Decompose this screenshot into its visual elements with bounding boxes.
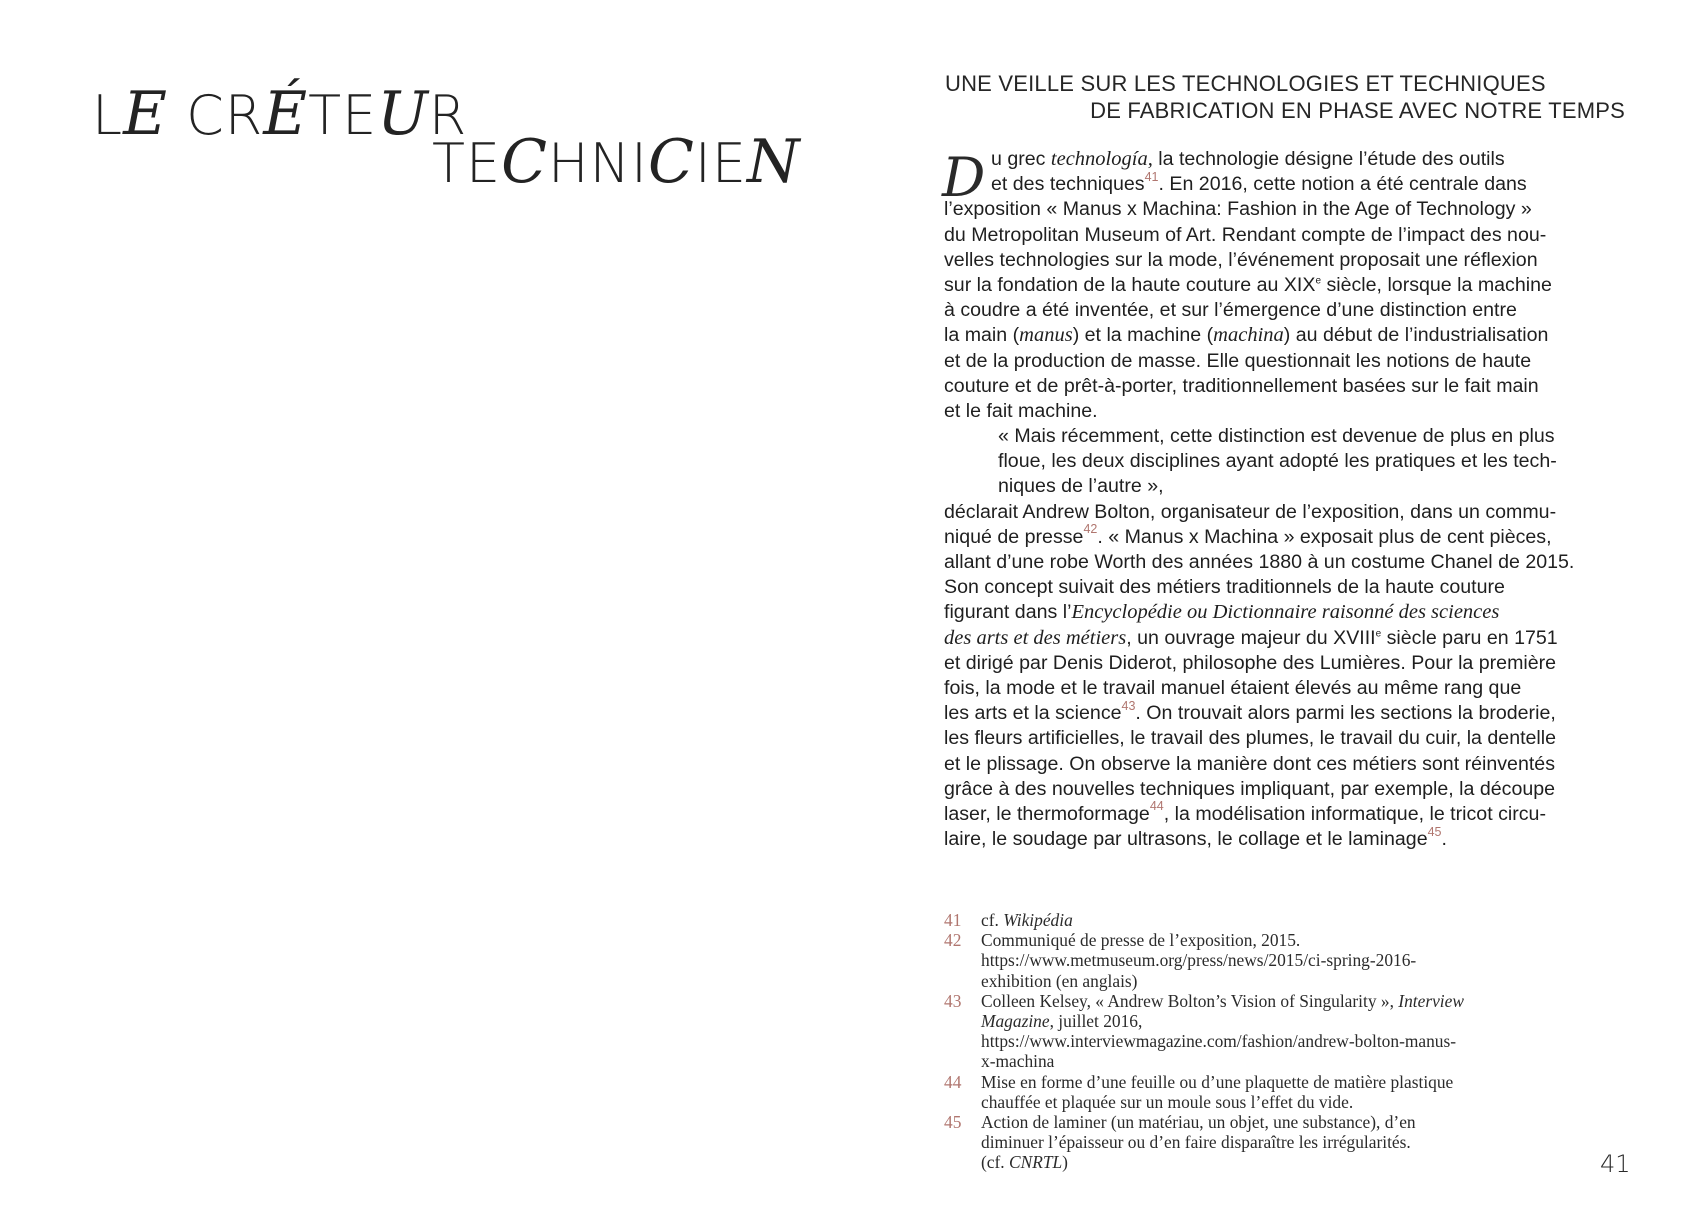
body-line: l’exposition « Manus x Machina: Fashion in the Age of Technology » [944,198,1532,221]
text: laire, le soudage par ultrasons, le collage et le laminage [944,828,1428,851]
text: . On trouvait alors parmi les sections la broderie, [1135,702,1556,725]
text: ) au début de l’industrialisation [1283,324,1549,347]
footnote-line [981,991,1584,1011]
text: la main ( [944,324,1020,347]
body-line: fois, la mode et le travail manuel étaient élevés au même rang que [944,676,1522,699]
text: u grec [991,148,1051,170]
body-line [944,147,1629,172]
footnote-line [981,910,1584,930]
ordinal-sup: e [1375,628,1382,640]
title-script-letter: E [123,79,168,149]
footnote-line [981,1011,1584,1031]
footnote-line [981,1152,1584,1172]
footnote-number: 45 [944,1112,962,1133]
body-line [944,323,1629,348]
body-line: et dirigé par Denis Diderot, philosophe des Lumières. Pour la première [944,651,1557,674]
footnote-line: diminuer l’épaisseur ou d’en faire disparaître les irrégularités. [981,1132,1411,1153]
footnote-44 [944,1072,1584,1112]
body-line: et de la production de masse. Elle questionnait les notions de haute [944,349,1532,372]
title-script-letter: C [647,127,695,197]
title-script-letter: É [263,79,309,149]
subtitle-line-2: DE FABRICATION EN PHASE AVEC NOTRE TEMPS [1090,98,1625,123]
text: cf. [981,910,1004,930]
footnote-line: Mise en forme d’une feuille ou d’une plaquette de matière plastique [981,1071,1454,1092]
footnote-45 [944,1112,1584,1173]
body-line [944,522,1629,550]
footnote-line: Communiqué de presse de l’exposition, 2015. [981,930,1301,951]
footnote-ref[interactable]: 45 [1427,824,1442,839]
body-line: Son concept suivait des métiers traditionnels de la haute couture [944,576,1505,599]
italic-term: manus [1019,324,1073,347]
footnote-ref[interactable]: 41 [1144,169,1159,184]
title-letters: TE [308,84,378,147]
title-letter: R [428,84,468,147]
text: la technologie désigne l’étude des outils [1152,148,1505,170]
text: siècle paru en 1751 [1381,626,1558,649]
footnote-line: chauffée et plaquée sur un moule sous l’effet du vide. [981,1091,1354,1112]
text: , un ouvrage majeur du XVIII [1126,626,1376,649]
footnotes [944,910,1584,1173]
text: et des techniques [991,173,1145,196]
text: siècle, lorsque la machine [1321,273,1552,296]
footnote-number: 43 [944,990,962,1011]
text: . [1441,828,1447,851]
body-line: grâce à des nouvelles techniques impliquant, par exemple, la découpe [944,777,1556,800]
text: ) [1062,1152,1068,1173]
body-text [944,147,1629,852]
body-line [944,698,1629,726]
title-letter: L [92,84,124,147]
footnote-number: 42 [944,930,962,951]
drop-cap: D [942,146,986,209]
text: . En 2016, cette notion a été centrale dans [1158,173,1527,196]
footnote-number: 41 [944,910,962,930]
italic-source: Magazine [981,1011,1050,1032]
italic-source: Wikipédia [1003,910,1073,930]
footnote-42 [944,930,1584,991]
footnote-41 [944,910,1584,930]
body-line: à coudre a été inventée, et sur l’émergence d’une distinction entre [944,299,1517,322]
italic-source: CNRTL [1009,1152,1063,1173]
footnote-ref[interactable]: 44 [1149,799,1164,814]
footnote-43 [944,991,1584,1072]
subtitle-line-1: UNE VEILLE SUR LES TECHNOLOGIES ET TECHNIQUES [945,71,1546,96]
footnote-line: x-machina [981,1051,1055,1072]
italic-term: technología, [1050,148,1153,170]
body-line [944,600,1629,625]
quote-line: niques de l’autre », [998,475,1164,498]
title-letters: HNI [548,132,648,195]
body-line: du Metropolitan Museum of Art. Rendant compte de l’impact des nou- [944,223,1547,246]
ordinal-sup: e [1315,275,1322,287]
quote-line: floue, les deux disciplines ayant adopté les pratiques et les tech- [998,450,1557,473]
footnote-link[interactable]: https://www.metmuseum.org/press/news/2015/ci-spring-2016- [981,950,1417,971]
text: niqué de presse [944,525,1084,548]
title-letters: TE [432,132,502,195]
text: . « Manus x Machina » exposait plus de cent pièces, [1097,525,1552,548]
title-letters: CR [167,84,264,147]
italic-source: Interview [1398,990,1464,1011]
footnote-line: Action de laminer (un matériau, un objet, une substance), d’en [981,1112,1416,1133]
title-script-letter: U [377,79,429,149]
italic-title: des arts et des métiers [944,626,1127,649]
text: , la modélisation informatique, le tricot circu- [1163,802,1546,825]
chapter-title-line-2 [432,127,801,197]
title-script-letter: N [746,127,801,197]
footnote-link[interactable]: https://www.interviewmagazine.com/fashion/andrew-bolton-manus- [981,1031,1457,1052]
footnote-line: exhibition (en anglais) [981,970,1138,991]
body-line [944,626,1629,651]
title-letters: IE [694,132,747,195]
italic-term: machina [1213,324,1284,347]
body-line: velles technologies sur la mode, l’événement proposait une réflexion [944,248,1538,271]
body-line: et le fait machine. [944,399,1098,422]
quote-line: « Mais récemment, cette distinction est devenue de plus en plus [998,425,1555,448]
text: sur la fondation de la haute couture au XIX [944,273,1316,296]
text: (cf. [981,1152,1009,1173]
body-line [944,824,1629,852]
body-line: déclarait Andrew Bolton, organisateur de l’exposition, dans un commu- [944,500,1557,523]
page-number: 41 [1600,1150,1631,1178]
text: laser, le thermoformage [944,802,1150,825]
section-subtitle [943,70,1625,124]
text: , juillet 2016, [1049,1011,1143,1032]
footnote-ref[interactable]: 42 [1083,522,1098,537]
body-line: allant d’une robe Worth des années 1880 à un costume Chanel de 2015. [944,551,1575,573]
body-line: couture et de prêt-à-porter, traditionnellement basées sur le fait main [944,374,1539,397]
text: Colleen Kelsey, « Andrew Bolton’s Vision of Singularity », [981,990,1399,1011]
text: figurant dans l’ [944,601,1072,624]
body-line [944,799,1629,827]
text: les arts et la science [944,702,1122,725]
body-line: et le plissage. On observe la manière dont ces métiers sont réinventés [944,752,1555,775]
italic-title: Encyclopédie ou Dictionnaire raisonné des sciences [1071,601,1500,624]
body-line: les fleurs artificielles, le travail des plumes, le travail du cuir, la dentelle [944,727,1557,750]
text: ) et la machine ( [1072,324,1214,347]
body-line [944,273,1629,298]
title-script-letter: C [501,127,549,197]
footnote-ref[interactable]: 43 [1121,698,1136,713]
footnote-number: 44 [944,1071,962,1092]
chapter-title-line-1 [92,79,468,149]
body-line [944,169,1629,197]
